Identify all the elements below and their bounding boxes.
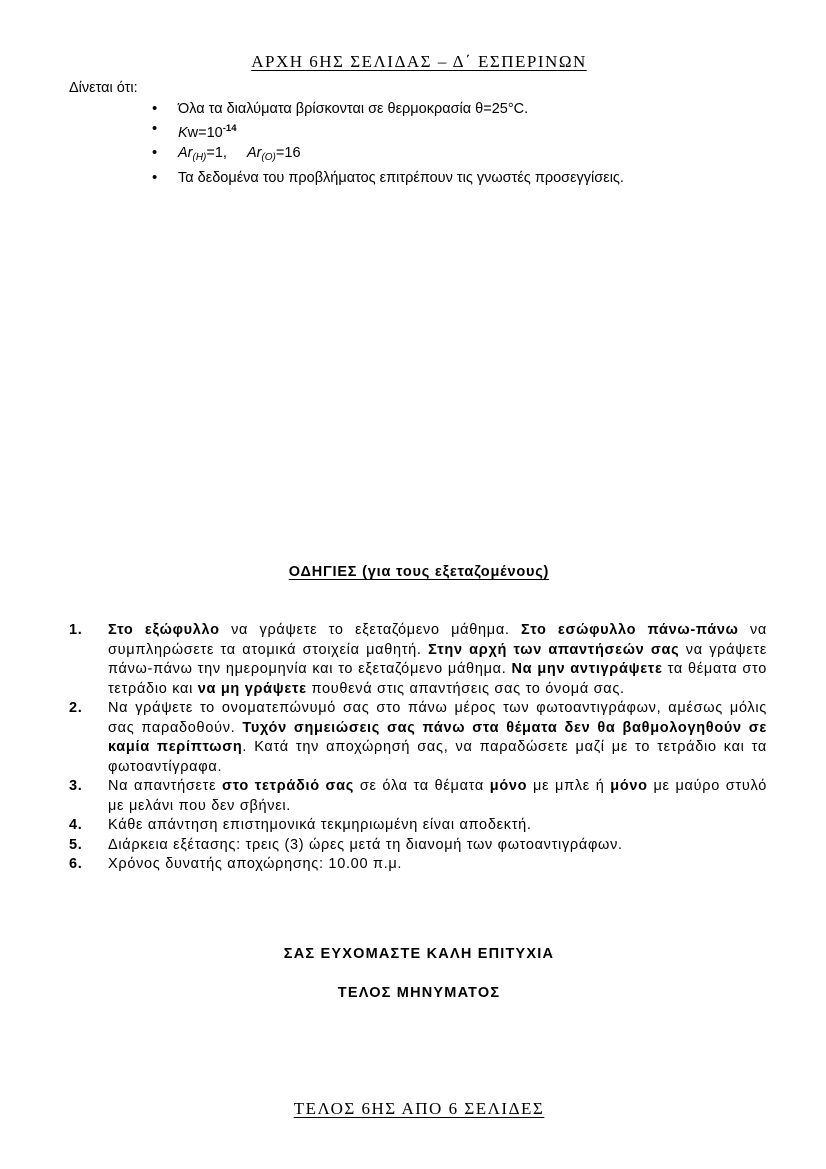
page-header-title: ΑΡΧΗ 6ΗΣ ΣΕΛΙΔΑΣ – Δ΄ ΕΣΠΕΡΙΝΩΝ bbox=[251, 52, 587, 71]
ar-o-value: =16 bbox=[275, 145, 301, 161]
instruction-number: 2. bbox=[69, 700, 83, 716]
instruction-text: να γράψετε πάνω-πάνω την ημερομηνία και το εξεταζόμενο μάθημα. bbox=[108, 641, 767, 677]
given-item-atomic-masses bbox=[150, 143, 624, 168]
given-item-kw bbox=[150, 119, 624, 143]
ar-o-symbol: Ar bbox=[246, 145, 262, 161]
instruction-text: . Κατά την αποχώρησή σας, να παραδώσετε μαζί με το τετράδιο και τα φωτοαντίγραφα. bbox=[108, 739, 767, 775]
instruction-item-2 bbox=[69, 699, 767, 777]
ar-h-subscript: (H) bbox=[192, 152, 207, 163]
instruction-text: να συμπληρώσετε τα ατομικά στοιχεία μαθητή. bbox=[108, 622, 768, 658]
instructions-list bbox=[69, 621, 767, 875]
closing-end-message: ΤΕΛΟΣ ΜΗΝΥΜΑΤΟΣ bbox=[337, 985, 501, 1001]
instruction-item-4 bbox=[69, 816, 767, 836]
instruction-bold: Να μην αντιγράψετε bbox=[511, 661, 663, 677]
instruction-bold: Στο εσώφυλλο πάνω-πάνω bbox=[521, 622, 739, 638]
instruction-text: με μαύρο στυλό με μελάνι που δεν σβήνει. bbox=[108, 778, 767, 814]
given-intro: Δίνεται ότι: bbox=[69, 80, 138, 96]
given-item-approximations bbox=[150, 168, 624, 188]
instructions-title: ΟΔΗΓΙΕΣ (για τους εξεταζομένους) bbox=[288, 564, 550, 580]
instruction-bold: στο τετράδιό σας bbox=[222, 778, 355, 794]
kw-k-symbol: K bbox=[178, 125, 188, 141]
instruction-text: Διάρκεια εξέτασης: τρεις (3) ώρες μετά τη διανομή των φωτοαντιγράφων. bbox=[108, 836, 623, 853]
page-footer-title: ΤΕΛΟΣ 6ΗΣ ΑΠΟ 6 ΣΕΛΙΔΕΣ bbox=[293, 1099, 545, 1118]
ar-h-value: =1, bbox=[206, 145, 227, 161]
instruction-item-5 bbox=[69, 836, 767, 856]
instruction-number: 3. bbox=[69, 778, 83, 794]
instruction-text: τα θέματα στο τετράδιο και bbox=[108, 661, 768, 697]
instruction-item-1 bbox=[69, 621, 767, 699]
instruction-bold: Στο εξώφυλλο bbox=[108, 622, 220, 638]
instruction-text: Να γράψετε το ονοματεπώνυμό σας στο πάνω μέρος των φωτοαντιγράφων, αμέσως μόλις σας παραδοθούν. bbox=[108, 700, 767, 736]
instruction-text: με μπλε ή bbox=[527, 778, 611, 794]
instruction-text: να γράψετε το εξεταζόμενο μάθημα. bbox=[219, 622, 522, 638]
closing-wish: ΣΑΣ ΕΥΧΟΜΑΣΤΕ ΚΑΛΗ ΕΠΙΤΥΧΙΑ bbox=[283, 946, 555, 962]
instruction-item-3 bbox=[69, 777, 767, 816]
given-item-approximations-text: Τα δεδομένα του προβλήματος επιτρέπουν τις γνωστές προσεγγίσεις. bbox=[178, 170, 624, 186]
ar-h-symbol: Ar bbox=[178, 145, 193, 161]
ar-o-subscript: (O) bbox=[261, 152, 276, 163]
kw-exponent: -14 bbox=[222, 123, 237, 134]
instruction-text: πουθενά στις απαντήσεις σας το όνομά σας. bbox=[306, 680, 625, 697]
instruction-number: 5. bbox=[69, 836, 83, 853]
given-item-temperature bbox=[150, 99, 624, 119]
instruction-number: 1. bbox=[69, 622, 83, 638]
instruction-text: Να απαντήσετε bbox=[108, 778, 223, 794]
instruction-bold: μόνο bbox=[610, 778, 648, 794]
instruction-number: 6. bbox=[69, 856, 83, 872]
instruction-text: Κάθε απάντηση επιστημονικά τεκμηριωμένη είναι αποδεκτή. bbox=[108, 817, 532, 833]
instruction-bold: μόνο bbox=[489, 778, 528, 794]
instruction-bold: Στην αρχή των απαντήσεών σας bbox=[428, 641, 680, 658]
instruction-item-6 bbox=[69, 855, 767, 875]
instruction-text: σε όλα τα θέματα bbox=[354, 778, 490, 794]
given-list bbox=[150, 99, 624, 188]
instruction-number: 4. bbox=[69, 817, 83, 833]
instruction-bold: να μη γράψετε bbox=[197, 680, 307, 697]
kw-value: w=10 bbox=[187, 125, 223, 141]
instruction-bold: Τυχόν σημειώσεις σας πάνω στα θέματα δεν θα βαθμολογηθούν σε καμία περίπτωση bbox=[108, 719, 767, 755]
given-item-temperature-text: Όλα τα διαλύματα βρίσκονται σε θερμοκρασία θ=25°C. bbox=[178, 101, 529, 117]
instruction-text: Χρόνος δυνατής αποχώρησης: 10.00 π.μ. bbox=[108, 856, 403, 872]
